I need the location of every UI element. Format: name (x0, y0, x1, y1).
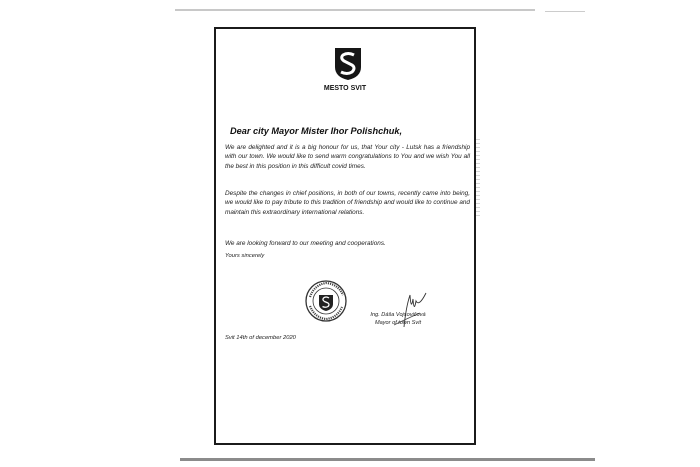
official-stamp-icon (304, 279, 348, 323)
salutation: Dear city Mayor Mister Ihor Polishchuk, (230, 126, 403, 136)
paragraph-3: We are looking forward to our meeting and cooperations. (225, 240, 386, 247)
signer-name: Ing. Dáša Vojsovičová (370, 312, 426, 318)
svit-coat-of-arms-icon (334, 47, 362, 81)
signer-title: Mayor of town Svit (374, 320, 421, 326)
scan-edge-top (175, 9, 535, 11)
scan-noise (476, 139, 480, 219)
paragraph-1: We are delighted and it is a big honour for us, that Your city - Lutsk has a friendship with our town. We would like to send warm congratulations to You and we wish You all the best in this position in this difficult covid times. (225, 144, 470, 170)
letter-page (214, 27, 476, 445)
signer-block (358, 311, 438, 327)
scan-edge-bottom (180, 458, 595, 461)
closing: Yours sincerely (225, 253, 265, 259)
paragraph-2: Despite the changes in chief positions, in both of our towns, recently came into being, we would like to pay tribute to this tradition of friendship and would like to continue and maintain this extraordinary international relations. (225, 190, 470, 216)
town-name: MESTO SVIT (323, 85, 367, 92)
scan-edge-top-fragment (545, 11, 585, 12)
place-and-date: Svit 14th of december 2020 (225, 335, 296, 341)
